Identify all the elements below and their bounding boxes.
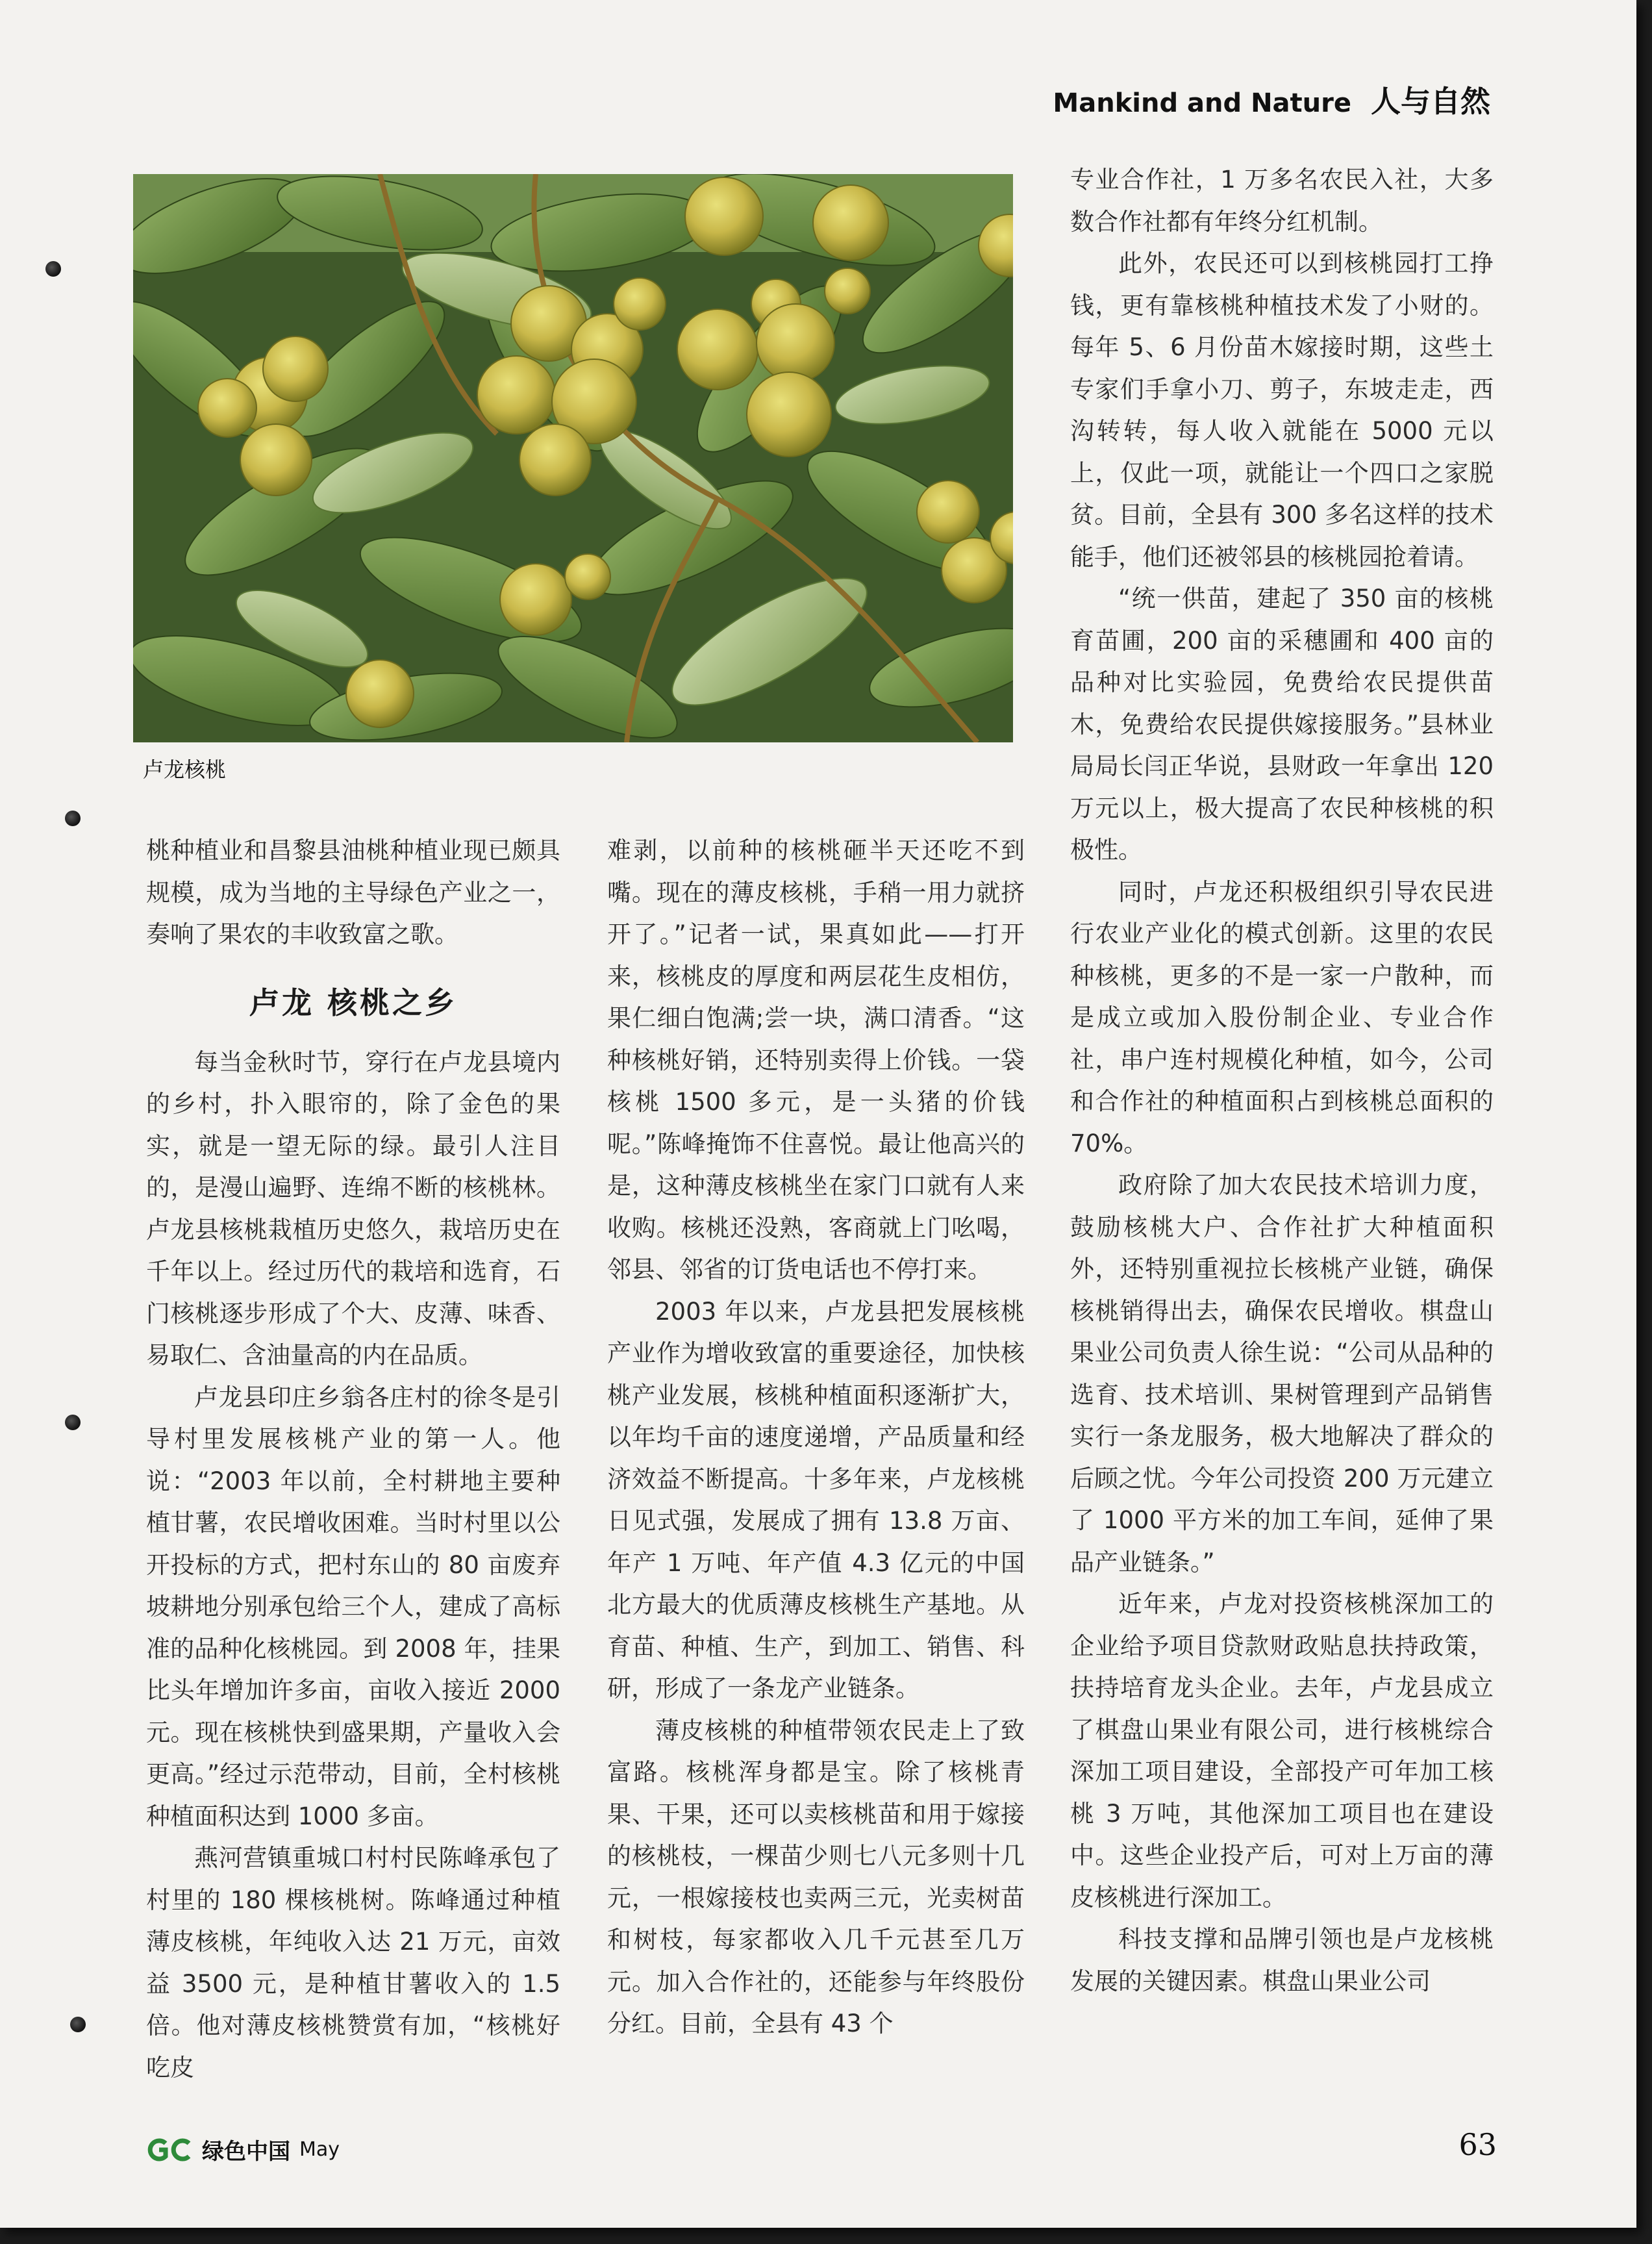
paragraph: 桃种植业和昌黎县油桃种植业现已颇具规模，成为当地的主导绿色产业之一，奏响了果农的丰收致富之歌。 bbox=[146, 837, 560, 948]
section-title-cn: 人与自然 bbox=[1371, 84, 1490, 119]
binder-hole bbox=[70, 2017, 86, 2032]
section-title-en: Mankind and Nature bbox=[1053, 88, 1351, 118]
paragraph: 政府除了加大农民技术培训力度，鼓励核桃大户、合作社扩大种植面积外，还特别重视拉长核桃产业链，确保核桃销得出去，确保农民增收。棋盘山果业公司负责人徐生说：“公司从品种的选育、技术培训、果树管理到产品销售实行一条龙服务，极大地解决了群众的后顾之忧。今年公司投资 200 万元建立了 1000 平方米的加工车间，延伸了果品产业链条。” bbox=[1070, 1171, 1494, 1576]
text-column-3 bbox=[1070, 159, 1494, 2002]
binder-hole bbox=[65, 811, 81, 826]
paragraph: “统一供苗，建起了 350 亩的核桃育苗圃，200 亩的采穗圃和 400 亩的品种对比实验园，免费给农民提供苗木，免费给农民提供嫁接服务。”县林业局局长闫正华说，县财政一年拿出 120 万元以上，极大提高了农民种核桃的积极性。 bbox=[1070, 585, 1494, 864]
paragraph: 薄皮核桃的种植带领农民走上了致富路。核桃浑身都是宝。除了核桃青果、干果，还可以卖核桃苗和用于嫁接的核桃枝，一棵苗少则七八元多则十几元，一根嫁接枝也卖两三元，光卖树苗和树枝，每家都收入几千元甚至几万元。加入合作社的，还能参与年终股份分红。目前，全县有 43 个 bbox=[607, 1716, 1025, 2037]
photo-caption: 卢龙核桃 bbox=[143, 757, 227, 782]
binder-hole bbox=[45, 261, 61, 277]
page-number: 63 bbox=[1458, 2127, 1497, 2162]
text-column-2 bbox=[607, 830, 1025, 2045]
text-column-1 bbox=[146, 830, 560, 2089]
paragraph: 2003 年以来，卢龙县把发展核桃产业作为增收致富的重要途径，加快核桃产业发展，核桃种植面积逐渐扩大，以年均千亩的速度递增，产品质量和经济效益不断提高。十多年来，卢龙核桃日见式强，发展成了拥有 13.8 万亩、年产 1 万吨、年产值 4.3 亿元的中国北方最大的优质薄皮核桃生产基地。从育苗、种植、生产，到加工、销售、科研，形成了一条龙产业链条。 bbox=[607, 1297, 1025, 1702]
paragraph: 同时，卢龙还积极组织引导农民进行农业产业化的模式创新。这里的农民种核桃，更多的不是一家一户散种，而是成立或加入股份制企业、专业合作社，串户连村规模化种植，如今，公司和合作社的种植面积占到核桃总面积的 70%。 bbox=[1070, 877, 1494, 1157]
paragraph: 科技支撑和品牌引领也是卢龙核桃发展的关键因素。棋盘山果业公司 bbox=[1070, 1925, 1494, 1995]
section-heading: 卢龙 核桃之乡 bbox=[249, 985, 457, 1020]
magazine-footer bbox=[146, 2134, 340, 2165]
paragraph: 每当金秋时节，穿行在卢龙县境内的乡村，扑入眼帘的，除了金色的果实，就是一望无际的绿。最引人注目的，是漫山遍野、连绵不断的核桃林。卢龙县核桃栽植历史悠久，栽培历史在千年以上。经过历代的栽培和选育，石门核桃逐步形成了个大、皮薄、味香、易取仁、含油量高的内在品质。 bbox=[146, 1048, 560, 1369]
paragraph: 近年来，卢龙对投资核桃深加工的企业给予项目贷款财政贴息扶持政策，扶持培育龙头企业。去年，卢龙县成立了棋盘山果业有限公司，进行核桃综合深加工项目建设，全部投产可年加工核桃 3 万吨，其他深加工项目也在建设中。这些企业投产后，可对上万亩的薄皮核桃进行深加工。 bbox=[1070, 1590, 1494, 1911]
walnut-tree-photo bbox=[133, 174, 1013, 742]
section-header bbox=[1053, 78, 1490, 121]
paragraph: 卢龙县印庄乡翁各庄村的徐冬是引导村里发展核桃产业的第一人。他说：“2003 年以前，全村耕地主要种植甘薯，农民增收困难。当时村里以公开投标的方式，把村东山的 80 亩废弃坡耕地分别承包给三个人，建成了高标准的品种化核桃园。到 2008 年，挂果比头年增加许多亩，亩收入接近 2000 元。现在核桃快到盛果期，产量收入会更高。”经过示范带动，目前，全村核桃种植面积达到 1000 多亩。 bbox=[146, 1383, 560, 1830]
gc-logo-icon bbox=[146, 2137, 193, 2163]
binder-hole bbox=[65, 1415, 81, 1430]
magazine-title: 绿色中国 bbox=[202, 2139, 290, 2165]
issue-month: May bbox=[299, 2138, 340, 2161]
paragraph: 专业合作社，1 万多名农民入社，大多数合作社都有年终分红机制。 bbox=[1070, 166, 1494, 236]
paragraph: 此外，农民还可以到核桃园打工挣钱，更有靠核桃种植技术发了小财的。每年 5、6 月份苗木嫁接时期，这些土专家们手拿小刀、剪子，东坡走走，西沟转转，每人收入就能在 5000 元以上，仅此一项，就能让一个四口之家脱贫。目前，全县有 300 多名这样的技术能手，他们还被邻县的核桃园抢着请。 bbox=[1070, 249, 1494, 571]
paragraph: 难剥，以前种的核桃砸半天还吃不到嘴。现在的薄皮核桃，手稍一用力就挤开了。”记者一试，果真如此——打开来，核桃皮的厚度和两层花生皮相仿，果仁细白饱满;尝一块，满口清香。“这种核桃好销，还特别卖得上价钱。一袋核桃 1500 多元，是一头猪的价钱呢。”陈峰掩饰不住喜悦。最让他高兴的是，这种薄皮核桃坐在家门口就有人来收购。核桃还没熟，客商就上门吆喝，邻县、邻省的订货电话也不停打来。 bbox=[607, 837, 1025, 1283]
paragraph: 燕河营镇重城口村村民陈峰承包了村里的 180 棵核桃树。陈峰通过种植薄皮核桃，年纯收入达 21 万元，亩效益 3500 元，是种植甘薯收入的 1.5 倍。他对薄皮核桃赞赏有加，“核桃好吃皮 bbox=[146, 1844, 560, 2082]
